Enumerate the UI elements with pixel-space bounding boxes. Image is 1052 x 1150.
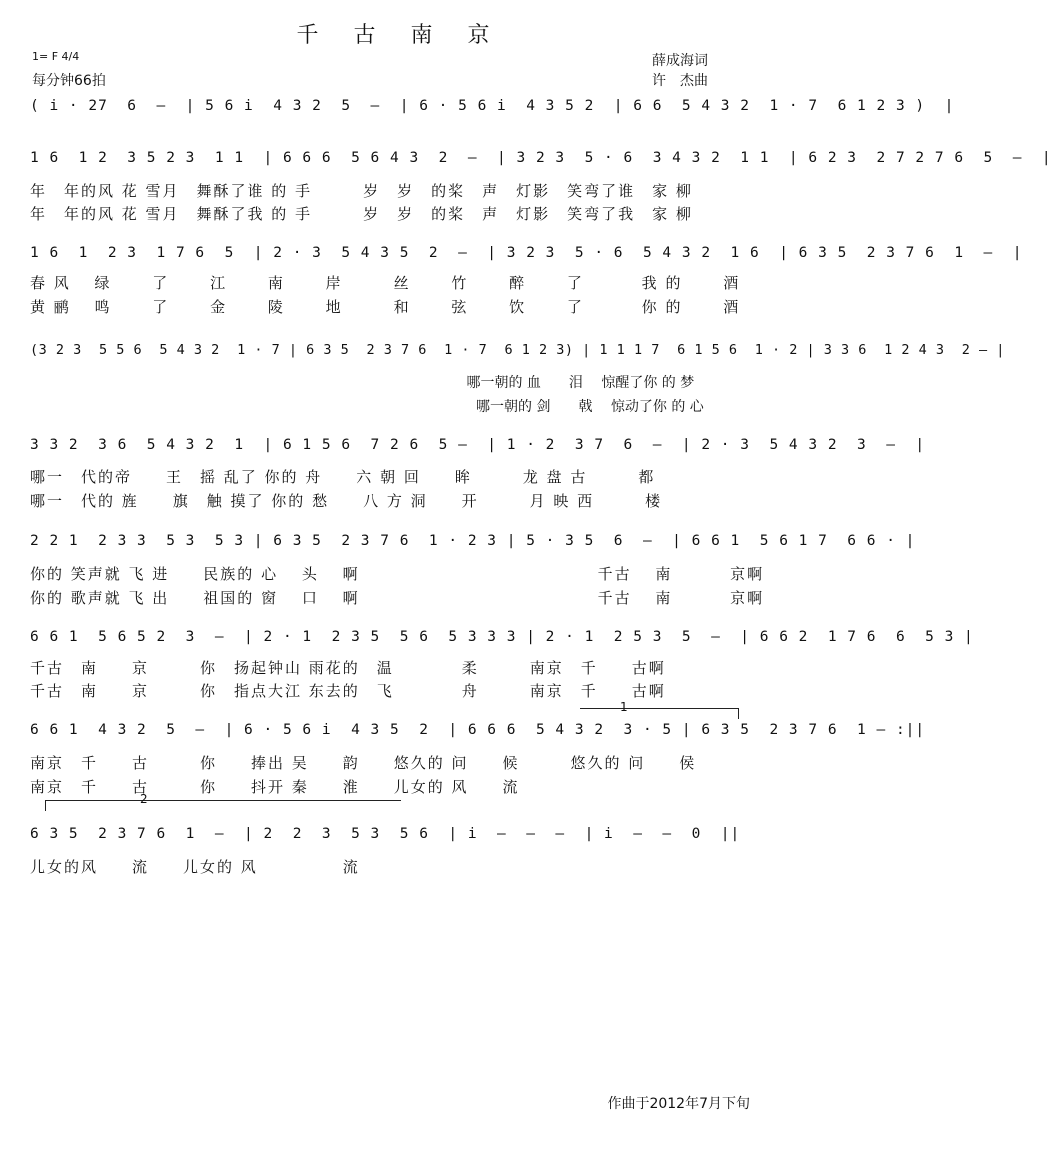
notation-line: 1 6 1 2 3 1 7 6 5 | 2 · 3 5 4 3 5 2 – | 3 2 3 5 · 6 5 4 3 2 1 6 | 6 3 5 2 3 7 6 1 – | <box>30 245 1023 261</box>
notation-line: (3 2 3 5 5 6 5 4 3 2 1 · 7 | 6 3 5 2 3 7 6 1 · 7 6 1 2 3) | 1 1 1 7 6 1 5 6 1 · 2 | 3 3 6 1 2 4 3 2 – | <box>30 342 1005 358</box>
first-ending-number: 1 <box>620 700 628 714</box>
composition-date: 作曲于2012年7月下旬 <box>607 1096 750 1112</box>
lyric-verse-1: 千古 南 京 你 扬起钟山 雨花的 温 柔 南京 千 古啊 <box>30 659 666 677</box>
composer-credit: 许 杰曲 <box>652 73 708 89</box>
notation-line: 3 3 2 3 6 5 4 3 2 1 | 6 1 5 6 7 2 6 5 – | 1 · 2 3 7 6 – | 2 · 3 5 4 3 2 3 – | <box>30 437 926 453</box>
lyric-verse-2: 黄 鹂 鸣 了 金 陵 地 和 弦 饮 了 你 的 酒 <box>30 298 741 316</box>
notation-line: ( i · 27 6 – | 5 6 i 4 3 2 5 – | 6 · 5 6 i 4 3 5 2 | 6 6 5 4 3 2 1 · 7 6 1 2 3 ) | <box>30 98 955 114</box>
notation-line: 6 6 1 5 6 5 2 3 – | 2 · 1 2 3 5 5 6 5 3 3 3 | 2 · 1 2 5 3 5 – | 6 6 2 1 7 6 6 5 3 | <box>30 629 974 645</box>
lyric-verse-1: 哪一 代的帝 王 摇 乱了 你的 舟 六 朝 回 眸 龙 盘 古 都 <box>30 468 656 486</box>
lyric-verse-1: 年 年的风 花 雪月 舞酥了谁 的 手 岁 岁 的桨 声 灯影 笑弯了谁 家 柳 <box>30 182 693 200</box>
notation-line: 1 6 1 2 3 5 2 3 1 1 | 6 6 6 5 6 4 3 2 – | 3 2 3 5 · 6 3 4 3 2 1 1 | 6 2 3 2 7 2 7 6 5 – | <box>30 150 1052 166</box>
lyric-verse-2: 哪一朝的 剑 戟 惊动了你 的 心 <box>0 399 704 415</box>
lyricist-credit: 薛成海词 <box>652 53 708 69</box>
song-title: 千 古 南 京 <box>296 23 504 48</box>
notation-line: 6 3 5 2 3 7 6 1 – | 2 2 3 5 3 5 6 | i – – – | i – – 0 || <box>30 826 741 842</box>
key-signature: 1= F 4/4 <box>32 50 80 63</box>
tempo-marking: 每分钟66拍 <box>32 73 106 89</box>
lyric-verse-1: 儿女的风 流 儿女的 风 流 <box>30 858 360 876</box>
lyric-verse-1: 哪一朝的 血 泪 惊醒了你 的 梦 <box>0 375 695 391</box>
lyric-verse-1: 春 风 绿 了 江 南 岸 丝 竹 醉 了 我 的 酒 <box>30 274 741 292</box>
lyric-verse-2: 南京 千 古 你 抖开 秦 淮 儿女的 风 流 <box>30 778 520 796</box>
notation-line: 6 6 1 4 3 2 5 – | 6 · 5 6 i 4 3 5 2 | 6 6 6 5 4 3 2 3 · 5 | 6 3 5 2 3 7 6 1 – :|| <box>30 722 926 738</box>
second-ending-number: 2 <box>140 792 148 806</box>
lyric-verse-1: 你的 笑声就 飞 进 民族的 心 头 啊 千古 南 京啊 <box>30 565 765 583</box>
second-ending-bracket <box>45 800 401 811</box>
lyric-verse-2: 你的 歌声就 飞 出 祖国的 窗 口 啊 千古 南 京啊 <box>30 589 765 607</box>
notation-line: 2 2 1 2 3 3 5 3 5 3 | 6 3 5 2 3 7 6 1 · 2 3 | 5 · 3 5 6 – | 6 6 1 5 6 1 7 6 6 · | <box>30 533 916 549</box>
first-ending-bracket <box>580 708 739 719</box>
lyric-verse-2: 千古 南 京 你 指点大江 东去的 飞 舟 南京 千 古啊 <box>30 682 666 700</box>
lyric-verse-2: 年 年的风 花 雪月 舞酥了我 的 手 岁 岁 的桨 声 灯影 笑弯了我 家 柳 <box>30 205 693 223</box>
lyric-verse-2: 哪一 代的 旌 旗 触 摸了 你的 愁 八 方 洞 开 月 映 西 楼 <box>30 492 663 510</box>
lyric-verse-1: 南京 千 古 你 捧出 吴 韵 悠久的 问 候 悠久的 问 侯 <box>30 754 697 772</box>
